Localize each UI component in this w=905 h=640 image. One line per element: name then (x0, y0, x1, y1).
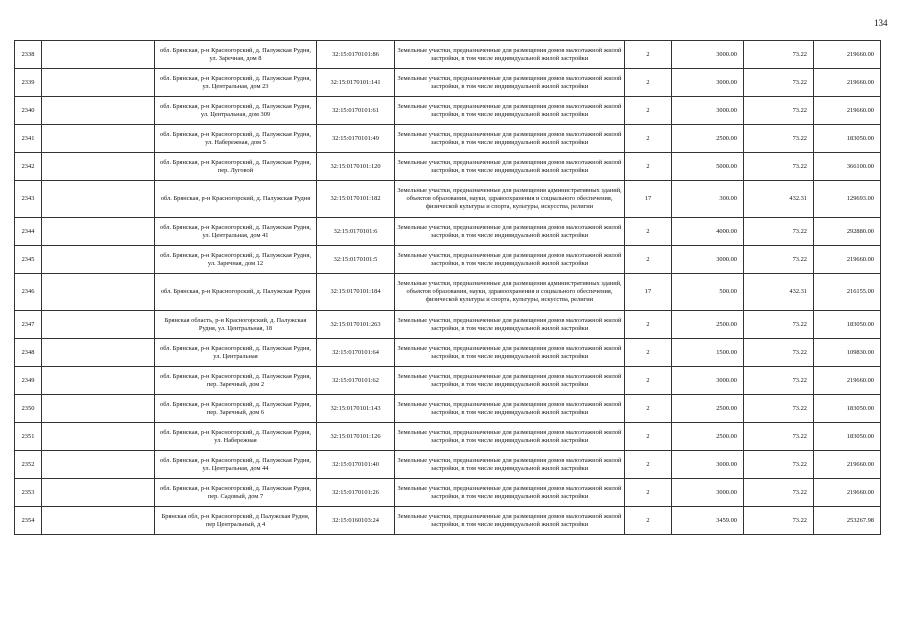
cell-address: обл. Брянская, р-н Красногорский, д. Палужская Рудня, пер. Заречный, дом 2 (155, 367, 317, 395)
cell-address: обл. Брянская, р-н Красногорский, д. Палужская Рудня, ул. Центральная, дом 23 (155, 69, 317, 97)
cell-group: 2 (625, 367, 672, 395)
cell-blank (42, 507, 155, 535)
cell-cadastral-number: 32:15:0160103:24 (317, 507, 395, 535)
cell-area: 3000.00 (672, 479, 744, 507)
cell-cadastral-value: 129693.00 (814, 181, 881, 218)
cell-group: 17 (625, 181, 672, 218)
cell-cadastral-value: 219660.00 (814, 451, 881, 479)
cell-group: 2 (625, 395, 672, 423)
cell-land-purpose: Земельные участки, предназначенные для размещения административных зданий, объектов образования, науки, здравоохранения и социального обеспечения, физической культуры и спорта, культуры, искусства, религии (395, 181, 625, 218)
cell-area: 300.00 (672, 181, 744, 218)
cell-number: 2338 (15, 41, 42, 69)
cell-area: 500.00 (672, 274, 744, 311)
cell-blank (42, 451, 155, 479)
cell-land-purpose: Земельные участки, предназначенные для размещения домов малоэтажной жилой застройки, в том числе индивидуальной жилой застройки (395, 339, 625, 367)
cell-area: 3000.00 (672, 246, 744, 274)
cell-number: 2349 (15, 367, 42, 395)
cell-number: 2343 (15, 181, 42, 218)
cell-cadastral-value: 219660.00 (814, 69, 881, 97)
cell-number: 2348 (15, 339, 42, 367)
cell-rate: 432.31 (744, 274, 814, 311)
cell-land-purpose: Земельные участки, предназначенные для размещения домов малоэтажной жилой застройки, в том числе индивидуальной жилой застройки (395, 125, 625, 153)
cell-cadastral-value: 109830.00 (814, 339, 881, 367)
cell-address: обл. Брянская, р-н Красногорский, д. Палужская Рудня, пер. Луговой (155, 153, 317, 181)
table-row (15, 274, 881, 311)
cell-address: обл. Брянская, р-н Красногорский, д. Палужская Рудня, ул. Центральная (155, 339, 317, 367)
cell-rate: 73.22 (744, 153, 814, 181)
cell-group: 2 (625, 507, 672, 535)
cell-area: 3000.00 (672, 69, 744, 97)
cell-rate: 73.22 (744, 311, 814, 339)
cell-group: 2 (625, 423, 672, 451)
cell-blank (42, 423, 155, 451)
cell-address: Брянская обл, р-н Красногорский, д Палужская Рудня, пер Центральный, д 4 (155, 507, 317, 535)
cell-number: 2341 (15, 125, 42, 153)
cell-area: 5000.00 (672, 153, 744, 181)
cell-land-purpose: Земельные участки, предназначенные для размещения домов малоэтажной жилой застройки, в том числе индивидуальной жилой застройки (395, 246, 625, 274)
table-row (15, 218, 881, 246)
cell-number: 2344 (15, 218, 42, 246)
cell-blank (42, 339, 155, 367)
table-row (15, 69, 881, 97)
cell-land-purpose: Земельные участки, предназначенные для размещения домов малоэтажной жилой застройки, в том числе индивидуальной жилой застройки (395, 367, 625, 395)
cell-address: обл. Брянская, р-н Красногорский, д. Палужская Рудня (155, 274, 317, 311)
cell-area: 3000.00 (672, 367, 744, 395)
cell-rate: 73.22 (744, 246, 814, 274)
cell-cadastral-number: 32:15:0170101:6 (317, 218, 395, 246)
cell-land-purpose: Земельные участки, предназначенные для размещения домов малоэтажной жилой застройки, в том числе индивидуальной жилой застройки (395, 423, 625, 451)
cell-number: 2351 (15, 423, 42, 451)
table-row (15, 339, 881, 367)
cell-cadastral-number: 32:15:0170101:62 (317, 367, 395, 395)
cell-group: 2 (625, 451, 672, 479)
cell-cadastral-number: 32:15:0170101:5 (317, 246, 395, 274)
table-row (15, 451, 881, 479)
cell-rate: 73.22 (744, 451, 814, 479)
cell-cadastral-value: 183050.00 (814, 395, 881, 423)
table-row (15, 97, 881, 125)
cell-address: обл. Брянская, р-н Красногорский, д. Палужская Рудня, ул. Набережная, дом 5 (155, 125, 317, 153)
cell-blank (42, 367, 155, 395)
cell-area: 2500.00 (672, 395, 744, 423)
cell-cadastral-number: 32:15:0170101:26 (317, 479, 395, 507)
cell-group: 2 (625, 246, 672, 274)
cell-area: 3459.00 (672, 507, 744, 535)
cell-group: 2 (625, 97, 672, 125)
cell-rate: 73.22 (744, 69, 814, 97)
cell-group: 2 (625, 153, 672, 181)
table-row (15, 311, 881, 339)
cell-cadastral-value: 219660.00 (814, 367, 881, 395)
cell-blank (42, 181, 155, 218)
table-row (15, 367, 881, 395)
cell-cadastral-number: 32:15:0170101:143 (317, 395, 395, 423)
cell-land-purpose: Земельные участки, предназначенные для размещения домов малоэтажной жилой застройки, в том числе индивидуальной жилой застройки (395, 311, 625, 339)
cell-group: 2 (625, 339, 672, 367)
cell-address: обл. Брянская, р-н Красногорский, д. Палужская Рудня, ул. Заречная, дом 8 (155, 41, 317, 69)
cell-area: 2500.00 (672, 423, 744, 451)
cell-rate: 73.22 (744, 507, 814, 535)
cell-land-purpose: Земельные участки, предназначенные для размещения домов малоэтажной жилой застройки, в том числе индивидуальной жилой застройки (395, 395, 625, 423)
cell-number: 2342 (15, 153, 42, 181)
cell-address: обл. Брянская, р-н Красногорский, д. Палужская Рудня, ул. Набережная (155, 423, 317, 451)
cell-blank (42, 246, 155, 274)
cell-blank (42, 153, 155, 181)
cell-cadastral-number: 32:15:0170101:120 (317, 153, 395, 181)
cell-area: 2500.00 (672, 125, 744, 153)
cell-cadastral-value: 183050.00 (814, 311, 881, 339)
cell-group: 2 (625, 41, 672, 69)
cell-land-purpose: Земельные участки, предназначенные для размещения административных зданий, объектов образования, науки, здравоохранения и социального обеспечения, физической культуры и спорта, культуры, искусства, религии (395, 274, 625, 311)
table-row (15, 153, 881, 181)
cell-number: 2340 (15, 97, 42, 125)
cell-cadastral-value: 219660.00 (814, 41, 881, 69)
cell-address: Брянская область, р-н Красногорский, д. Палужская Рудня, ул. Центральная, 18 (155, 311, 317, 339)
cell-number: 2352 (15, 451, 42, 479)
cell-rate: 73.22 (744, 395, 814, 423)
cell-rate: 73.22 (744, 423, 814, 451)
table-row (15, 395, 881, 423)
cell-rate: 73.22 (744, 125, 814, 153)
cell-rate: 73.22 (744, 339, 814, 367)
cell-group: 2 (625, 479, 672, 507)
cell-area: 3000.00 (672, 41, 744, 69)
cell-cadastral-number: 32:15:0170101:263 (317, 311, 395, 339)
registry-body (15, 41, 881, 535)
cell-rate: 73.22 (744, 218, 814, 246)
cell-group: 2 (625, 311, 672, 339)
cell-number: 2347 (15, 311, 42, 339)
page-number: 134 (874, 18, 888, 28)
table-row (15, 423, 881, 451)
cell-address: обл. Брянская, р-н Красногорский, д. Палужская Рудня, ул. Центральная, дом 44 (155, 451, 317, 479)
cell-group: 2 (625, 125, 672, 153)
cell-land-purpose: Земельные участки, предназначенные для размещения домов малоэтажной жилой застройки, в том числе индивидуальной жилой застройки (395, 41, 625, 69)
cell-address: обл. Брянская, р-н Красногорский, д. Палужская Рудня, ул. Центральная, дом 41 (155, 218, 317, 246)
cell-address: обл. Брянская, р-н Красногорский, д. Палужская Рудня, пер. Садовый, дом 7 (155, 479, 317, 507)
cell-cadastral-value: 366100.00 (814, 153, 881, 181)
cell-cadastral-number: 32:15:0170101:182 (317, 181, 395, 218)
cell-number: 2339 (15, 69, 42, 97)
cell-land-purpose: Земельные участки, предназначенные для размещения домов малоэтажной жилой застройки, в том числе индивидуальной жилой застройки (395, 97, 625, 125)
cell-cadastral-number: 32:15:0170101:126 (317, 423, 395, 451)
cell-cadastral-value: 253267.98 (814, 507, 881, 535)
cell-group: 2 (625, 218, 672, 246)
cell-address: обл. Брянская, р-н Красногорский, д. Палужская Рудня, пер. Заречный, дом 6 (155, 395, 317, 423)
cell-area: 1500.00 (672, 339, 744, 367)
cell-group: 17 (625, 274, 672, 311)
cell-blank (42, 311, 155, 339)
cell-land-purpose: Земельные участки, предназначенные для размещения домов малоэтажной жилой застройки, в том числе индивидуальной жилой застройки (395, 218, 625, 246)
land-registry-table (14, 40, 881, 535)
table-row (15, 507, 881, 535)
cell-land-purpose: Земельные участки, предназначенные для размещения домов малоэтажной жилой застройки, в том числе индивидуальной жилой застройки (395, 451, 625, 479)
cell-cadastral-number: 32:15:0170101:40 (317, 451, 395, 479)
cell-rate: 73.22 (744, 97, 814, 125)
cell-land-purpose: Земельные участки, предназначенные для размещения домов малоэтажной жилой застройки, в том числе индивидуальной жилой застройки (395, 507, 625, 535)
cell-area: 4000.00 (672, 218, 744, 246)
cell-blank (42, 97, 155, 125)
cell-blank (42, 479, 155, 507)
table-row (15, 479, 881, 507)
cell-cadastral-value: 219660.00 (814, 97, 881, 125)
cell-blank (42, 218, 155, 246)
cell-address: обл. Брянская, р-н Красногорский, д. Палужская Рудня, ул. Центральная, дом 309 (155, 97, 317, 125)
cell-number: 2354 (15, 507, 42, 535)
cell-rate: 73.22 (744, 367, 814, 395)
cell-number: 2346 (15, 274, 42, 311)
cell-blank (42, 41, 155, 69)
cell-cadastral-number: 32:15:0170101:64 (317, 339, 395, 367)
cell-number: 2350 (15, 395, 42, 423)
table-row (15, 41, 881, 69)
cell-address: обл. Брянская, р-н Красногорский, д. Палужская Рудня, ул. Заречная, дом 12 (155, 246, 317, 274)
cell-area: 3000.00 (672, 451, 744, 479)
cell-cadastral-number: 32:15:0170101:184 (317, 274, 395, 311)
cell-cadastral-value: 216155.00 (814, 274, 881, 311)
cell-rate: 73.22 (744, 479, 814, 507)
cell-number: 2353 (15, 479, 42, 507)
cell-group: 2 (625, 69, 672, 97)
cell-blank (42, 274, 155, 311)
cell-cadastral-value: 183050.00 (814, 423, 881, 451)
cell-cadastral-value: 292880.00 (814, 218, 881, 246)
cell-rate: 432.31 (744, 181, 814, 218)
cell-number: 2345 (15, 246, 42, 274)
table-row (15, 246, 881, 274)
cell-blank (42, 125, 155, 153)
cell-cadastral-value: 219660.00 (814, 246, 881, 274)
cell-cadastral-number: 32:15:0170101:61 (317, 97, 395, 125)
table-row (15, 181, 881, 218)
cell-land-purpose: Земельные участки, предназначенные для размещения домов малоэтажной жилой застройки, в том числе индивидуальной жилой застройки (395, 69, 625, 97)
cell-area: 3000.00 (672, 97, 744, 125)
cell-land-purpose: Земельные участки, предназначенные для размещения домов малоэтажной жилой застройки, в том числе индивидуальной жилой застройки (395, 153, 625, 181)
cell-cadastral-value: 219660.00 (814, 479, 881, 507)
cell-cadastral-number: 32:15:0170101:141 (317, 69, 395, 97)
cell-blank (42, 395, 155, 423)
cell-cadastral-number: 32:15:0170101:86 (317, 41, 395, 69)
cell-address: обл. Брянская, р-н Красногорский, д. Палужская Рудня (155, 181, 317, 218)
cell-cadastral-value: 183050.00 (814, 125, 881, 153)
cell-cadastral-number: 32:15:0170101:49 (317, 125, 395, 153)
cell-rate: 73.22 (744, 41, 814, 69)
cell-land-purpose: Земельные участки, предназначенные для размещения домов малоэтажной жилой застройки, в том числе индивидуальной жилой застройки (395, 479, 625, 507)
cell-area: 2500.00 (672, 311, 744, 339)
table-row (15, 125, 881, 153)
cell-blank (42, 69, 155, 97)
